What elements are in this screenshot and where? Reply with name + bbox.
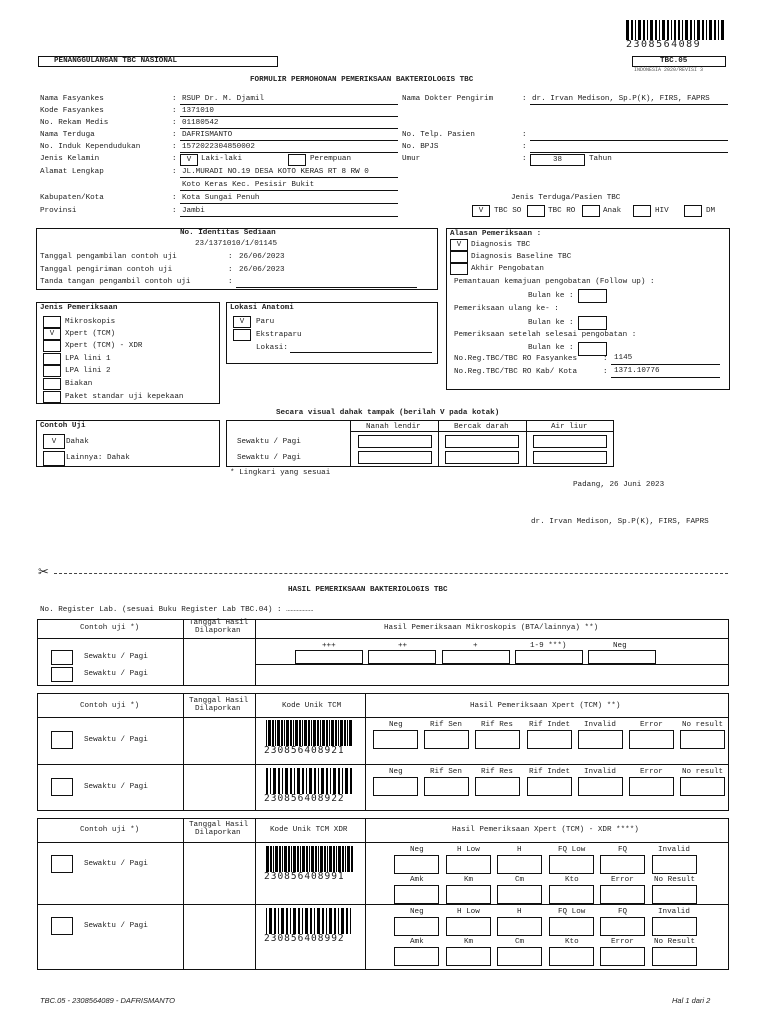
tcm-code-1: 230856408921: [264, 745, 345, 756]
label-xpert-xdr: Xpert (TCM) - XDR: [65, 342, 143, 350]
visual-sewaktu-2: Sewaktu / Pagi: [237, 454, 301, 462]
tcm-tgl-1: Tanggal Hasil: [189, 697, 249, 705]
tcm2-label-6: No result: [682, 768, 724, 776]
label-hiv: HIV: [655, 207, 669, 215]
xdr1-top-box-5[interactable]: [652, 855, 697, 874]
label-dm: DM: [706, 207, 716, 215]
divider: [37, 717, 729, 718]
xdr1-bottom-label-0: Amk: [410, 876, 424, 884]
xdr1-bottom-box-4[interactable]: [600, 885, 645, 904]
tcm1-box-2[interactable]: [475, 730, 520, 749]
label-bulan-ke-3: Bulan ke :: [528, 344, 574, 352]
divider: [37, 638, 729, 639]
tcm2-label-3: Rif Indet: [529, 768, 571, 776]
sediaan-id: 23/1371010/1/01145: [195, 240, 278, 248]
xdr2-bottom-box-4[interactable]: [600, 947, 645, 966]
colon: :: [522, 131, 527, 139]
label-baseline: Diagnosis Baseline TBC: [471, 253, 572, 261]
checkbox-anak[interactable]: [582, 205, 600, 217]
xdr2-bottom-label-3: Kto: [565, 938, 579, 946]
checkbox-dahak[interactable]: V: [43, 434, 65, 449]
underline: [180, 216, 398, 217]
tcm-barcode-2: [266, 768, 354, 794]
tcm2-label-0: Neg: [389, 768, 403, 776]
divider: [255, 818, 256, 970]
nanah-lendir-1[interactable]: [358, 435, 432, 448]
hasil-title: HASIL PEMERIKSAAN BAKTERIOLOGIS TBC: [288, 586, 448, 594]
label-xpert: Xpert (TCM): [65, 330, 116, 338]
label-setelah: Pemeriksaan setelah selesai pengobatan :: [454, 331, 637, 339]
checkbox-paru[interactable]: V: [233, 316, 251, 328]
tcm1-label-5: Error: [640, 721, 663, 729]
xdr1-top-box-0[interactable]: [394, 855, 439, 874]
underline: [180, 203, 398, 204]
tcm1-label-3: Rif Indet: [529, 721, 571, 729]
xdr-check-2[interactable]: [51, 917, 73, 935]
xdr2-top-label-1: H Low: [457, 908, 480, 916]
xdr2-bottom-box-5[interactable]: [652, 947, 697, 966]
tcm1-box-3[interactable]: [527, 730, 572, 749]
checkbox-akhir[interactable]: [450, 263, 468, 275]
divider: [183, 693, 184, 811]
bulan-ke-field-3[interactable]: [578, 342, 607, 356]
tcm1-box-5[interactable]: [629, 730, 674, 749]
footer-left: TBC.05 - 2308564089 - DAFRISMANTO: [40, 996, 175, 1005]
tcm-check-1[interactable]: [51, 731, 73, 749]
value-alamat-1: JL.MURADI NO.19 DESA KOTO KERAS RT 8 RW 0: [182, 168, 369, 176]
value-kabupaten: Kota Sungai Penuh: [182, 194, 260, 202]
label-lpa-2: LPA lini 2: [65, 367, 111, 375]
cut-line: [54, 573, 728, 574]
top-barcode: [626, 20, 726, 40]
underline: [180, 190, 398, 191]
label-dokter: Nama Dokter Pengirim: [402, 95, 494, 103]
checkbox-perempuan[interactable]: [288, 154, 306, 166]
mikro-check-1[interactable]: [51, 650, 73, 665]
xdr-title: Hasil Pemeriksaan Xpert (TCM) - XDR ****): [452, 826, 639, 834]
tcm-barcode-1: [266, 720, 354, 746]
bulan-ke-field-1[interactable]: [578, 289, 607, 303]
signing-doctor: dr. Irvan Medison, Sp.P(K), FIRS, FAPRS: [531, 518, 709, 526]
col-bercak-darah: Bercak darah: [454, 423, 509, 431]
colon: :: [228, 266, 233, 274]
colon: :: [172, 207, 177, 215]
tcm2-box-0[interactable]: [373, 777, 418, 796]
tcm2-label-1: Rif Sen: [430, 768, 462, 776]
checkbox-paket[interactable]: [43, 391, 61, 403]
xdr1-bottom-box-1[interactable]: [446, 885, 491, 904]
colon: :: [172, 131, 177, 139]
label-nama-terduga: Nama Terduga: [40, 131, 95, 139]
xdr1-top-box-3[interactable]: [549, 855, 594, 874]
label-biakan: Biakan: [65, 380, 93, 388]
divider: [255, 619, 256, 686]
xdr2-bottom-box-3[interactable]: [549, 947, 594, 966]
xdr1-top-label-4: FQ: [618, 846, 628, 854]
divider: [37, 842, 729, 843]
top-barcode-number: 2308564089: [626, 39, 702, 50]
checkbox-laki-laki[interactable]: V: [180, 154, 198, 166]
label-ttd: Tanda tangan pengambil contoh uji: [40, 278, 191, 286]
mikro-tgl-1: Tanggal Hasil: [189, 619, 249, 627]
xdr1-top-box-1[interactable]: [446, 855, 491, 874]
air-liur-1[interactable]: [533, 435, 607, 448]
nanah-lendir-2[interactable]: [358, 451, 432, 464]
mikro-1plus-box[interactable]: [442, 650, 510, 664]
label-provinsi: Provinsi: [40, 207, 77, 215]
form-code-note: INDONESIA 2020/REVISI 3: [634, 67, 704, 73]
label-bulan-ke-2: Bulan ke :: [528, 319, 574, 327]
label-akhir: Akhir Pengobatan: [471, 265, 544, 273]
colon: :: [172, 95, 177, 103]
label-nik: No. Induk Kependudukan: [40, 143, 141, 151]
colon: :: [172, 143, 177, 151]
program-title: PENANGGULANGAN TBC NASIONAL: [54, 57, 178, 65]
mikro-contoh-uji: Contoh uji *): [80, 624, 140, 632]
label-mikroskopis: Mikroskopis: [65, 318, 116, 326]
tcm2-box-5[interactable]: [629, 777, 674, 796]
tcm2-box-1[interactable]: [424, 777, 469, 796]
checkbox-tbc-ro[interactable]: [527, 205, 545, 217]
colon: :: [522, 143, 527, 151]
divider: [37, 764, 729, 765]
label-anak: Anak: [603, 207, 622, 215]
mikro-tgl-2: Dilaporkan: [195, 627, 241, 635]
xdr2-top-box-3[interactable]: [549, 917, 594, 936]
underline: [180, 152, 398, 153]
xdr-barcode-2: [266, 908, 354, 934]
label-perempuan: Perempuan: [310, 155, 352, 163]
checkbox-tbc-so[interactable]: V: [472, 205, 490, 217]
divider: [255, 664, 729, 665]
value-provinsi: Jambi: [182, 207, 205, 215]
colon: :: [603, 355, 608, 363]
label-ekstraparu: Ekstraparu: [256, 331, 302, 339]
colon: :: [522, 95, 527, 103]
mikro-neg-box[interactable]: [588, 650, 656, 664]
scissors-icon: ✂: [38, 565, 49, 580]
xdr1-top-box-2[interactable]: [497, 855, 542, 874]
xdr2-bottom-box-2[interactable]: [497, 947, 542, 966]
label-lpa-1: LPA lini 1: [65, 355, 111, 363]
mikro-sewaktu-1: Sewaktu / Pagi: [84, 653, 148, 661]
underline: [180, 128, 398, 129]
mikro-col-3plus: +++: [322, 642, 336, 650]
value-tgl-ambil: 26/06/2023: [239, 253, 285, 261]
place-date: Padang, 26 Juni 2023: [573, 481, 665, 489]
underline: [180, 177, 398, 178]
jenis-pemeriksaan-box: [36, 302, 220, 404]
bercak-darah-1[interactable]: [445, 435, 519, 448]
checkbox-lainnya[interactable]: [43, 451, 65, 466]
tcm-code-2: 230856408922: [264, 793, 345, 804]
underline: [180, 104, 398, 105]
label-dahak: Dahak: [66, 438, 89, 446]
label-kode-fasyankes: Kode Fasyankes: [40, 107, 104, 115]
xdr2-bottom-label-1: Km: [464, 938, 474, 946]
tcm2-label-5: Error: [640, 768, 663, 776]
xdr-code-2: 230856408992: [264, 933, 345, 944]
visual-title: Secara visual dahak tampak (berilah V pada kotak): [276, 409, 500, 417]
tcm2-box-3[interactable]: [527, 777, 572, 796]
form-code: TBC.05: [660, 57, 688, 65]
xdr2-top-label-0: Neg: [410, 908, 424, 916]
xdr2-top-label-3: FQ Low: [558, 908, 586, 916]
tcm1-label-0: Neg: [389, 721, 403, 729]
divider: [183, 619, 184, 686]
value-nama-fasyankes: RSUP Dr. M. Djamil: [182, 95, 265, 103]
tcm1-label-2: Rif Res: [481, 721, 513, 729]
value-nama-terduga: DAFRISMANTO: [182, 131, 233, 139]
xdr1-top-box-4[interactable]: [600, 855, 645, 874]
label-jenis-terduga: Jenis Terduga/Pasien TBC: [511, 194, 621, 202]
underline: [530, 104, 728, 105]
col-nanah-lendir: Nanah lendir: [366, 423, 421, 431]
telp-field[interactable]: [530, 140, 728, 141]
mikro-col-neg: Neg: [613, 642, 627, 650]
mikro-sewaktu-2: Sewaktu / Pagi: [84, 670, 148, 678]
form-title: FORMULIR PERMOHONAN PEMERIKSAAN BAKTERIOLOGIS TBC: [250, 76, 474, 84]
xdr1-top-label-1: H Low: [457, 846, 480, 854]
colon: :: [172, 119, 177, 127]
sediaan-title: No. Identitas Sediaan: [180, 229, 276, 237]
lokasi-title: Lokasi Anatomi: [230, 304, 294, 312]
mikro-col-2plus: ++: [398, 642, 408, 650]
tcm1-box-0[interactable]: [373, 730, 418, 749]
colon: :: [172, 168, 177, 176]
value-noreg-fasy: 1145: [614, 354, 633, 362]
mikro-col-1plus: +: [473, 642, 478, 650]
mikro-3plus-box[interactable]: [295, 650, 363, 664]
value-alamat-2: Koto Keras Kec. Pesisir Bukit: [182, 181, 315, 189]
divider: [255, 693, 256, 811]
label-no-rekam-medis: No. Rekam Medis: [40, 119, 109, 127]
colon: :: [172, 155, 177, 163]
label-paru: Paru: [256, 318, 275, 326]
label-jenis-kelamin: Jenis Kelamin: [40, 155, 100, 163]
value-dokter: dr. Irvan Medison, Sp.P(K), FIRS, FAPRS: [532, 95, 710, 103]
xdr1-bottom-label-3: Kto: [565, 876, 579, 884]
mikro-check-2[interactable]: [51, 667, 73, 682]
tcm-check-2[interactable]: [51, 778, 73, 796]
divider: [365, 818, 366, 970]
tcm-contoh-uji: Contoh uji *): [80, 702, 140, 710]
checkbox-hiv[interactable]: [633, 205, 651, 217]
xdr2-top-box-1[interactable]: [446, 917, 491, 936]
bulan-ke-field-2[interactable]: [578, 316, 607, 330]
xdr-barcode-1: [266, 846, 354, 872]
label-follow-up: Pemantauan kemajuan pengobatan (Follow up) :: [454, 278, 655, 286]
divider: [37, 904, 729, 905]
xdr2-top-label-5: Invalid: [658, 908, 690, 916]
tcm2-box-6[interactable]: [680, 777, 725, 796]
divider: [438, 420, 439, 467]
checkbox-biakan[interactable]: [43, 378, 61, 390]
tcm-sewaktu-2: Sewaktu / Pagi: [84, 783, 148, 791]
xdr1-bottom-box-5[interactable]: [652, 885, 697, 904]
divider: [183, 818, 184, 970]
xdr-check-1[interactable]: [51, 855, 73, 873]
mikro-2plus-box[interactable]: [368, 650, 436, 664]
value-noreg-kab: 1371.10776: [614, 367, 660, 375]
lokasi-field[interactable]: [290, 352, 432, 353]
tcm1-box-4[interactable]: [578, 730, 623, 749]
umur-field[interactable]: 38: [530, 154, 585, 166]
xdr2-top-box-4[interactable]: [600, 917, 645, 936]
label-paket: Paket standar uji kepekaan: [65, 393, 184, 401]
checkbox-mikroskopis[interactable]: [43, 316, 61, 328]
xdr1-bottom-box-3[interactable]: [549, 885, 594, 904]
xdr-tgl-1: Tanggal Hasil: [189, 821, 249, 829]
checkbox-xpert-xdr[interactable]: [43, 340, 61, 352]
register-label: No. Register Lab. (sesuai Buku Register Lab TBC.04) : ………………: [40, 606, 314, 614]
xdr-code-1: 230856408991: [264, 871, 345, 882]
label-nama-fasyankes: Nama Fasyankes: [40, 95, 104, 103]
label-kabupaten: Kabupaten/Kota: [40, 194, 104, 202]
col-air-liur: Air liur: [551, 423, 588, 431]
xdr2-top-box-2[interactable]: [497, 917, 542, 936]
tcm2-label-4: Invalid: [584, 768, 616, 776]
underline: [611, 364, 720, 365]
colon: :: [172, 194, 177, 202]
tcm-sewaktu-1: Sewaktu / Pagi: [84, 736, 148, 744]
tcm-tgl-2: Dilaporkan: [195, 705, 241, 713]
xdr-sewaktu-1: Sewaktu / Pagi: [84, 860, 148, 868]
underline: [611, 377, 720, 378]
xdr-tgl-2: Dilaporkan: [195, 829, 241, 837]
divider: [526, 420, 527, 467]
mikro-title: Hasil Pemeriksaan Mikroskopis (BTA/lainnya) **): [384, 624, 599, 632]
xdr-contoh-uji: Contoh uji *): [80, 826, 140, 834]
xdr1-top-label-2: H: [517, 846, 522, 854]
label-tbc-ro: TBC RO: [548, 207, 576, 215]
underline: [180, 116, 398, 117]
xdr2-bottom-box-1[interactable]: [446, 947, 491, 966]
underline: [180, 140, 398, 141]
xdr2-top-label-2: H: [517, 908, 522, 916]
xdr2-top-box-5[interactable]: [652, 917, 697, 936]
label-diagnosis: Diagnosis TBC: [471, 241, 531, 249]
label-alamat: Alamat Lengkap: [40, 168, 104, 176]
checkbox-ekstraparu[interactable]: [233, 329, 251, 341]
value-kode-fasyankes: 1371010: [182, 107, 214, 115]
xdr1-top-label-5: Invalid: [658, 846, 690, 854]
xdr2-bottom-label-0: Amk: [410, 938, 424, 946]
tcm2-box-4[interactable]: [578, 777, 623, 796]
label-lainnya: Lainnya: Dahak: [66, 454, 130, 462]
alasan-title: Alasan Pemeriksaan :: [450, 230, 542, 238]
value-tgl-kirim: 26/06/2023: [239, 266, 285, 274]
xdr1-bottom-label-2: Cm: [515, 876, 525, 884]
xdr2-bottom-label-5: No Result: [654, 938, 696, 946]
label-ulang: Pemeriksaan ulang ke- :: [454, 305, 559, 313]
label-lokasi: Lokasi:: [256, 344, 288, 352]
xdr1-top-label-3: FQ Low: [558, 846, 586, 854]
label-tbc-so: TBC SO: [494, 207, 522, 215]
xdr1-bottom-label-5: No Result: [654, 876, 696, 884]
xdr2-bottom-label-4: Error: [611, 938, 634, 946]
mikro-1-9-box[interactable]: [515, 650, 583, 664]
footer-right: Hal 1 dari 2: [672, 996, 711, 1005]
mikro-col-1-9: 1-9 ***): [530, 642, 567, 650]
air-liur-2[interactable]: [533, 451, 607, 464]
tcm1-box-6[interactable]: [680, 730, 725, 749]
label-tgl-ambil: Tanggal pengambilan contoh uji: [40, 253, 177, 261]
label-noreg-fasy: No.Reg.TBC/TBC RO Fasyankes: [454, 355, 578, 363]
colon: :: [228, 253, 233, 261]
xdr1-bottom-box-2[interactable]: [497, 885, 542, 904]
ttd-field[interactable]: [236, 287, 417, 288]
colon: :: [522, 155, 527, 163]
xdr1-bottom-box-0[interactable]: [394, 885, 439, 904]
label-tahun: Tahun: [589, 155, 612, 163]
bercak-darah-2[interactable]: [445, 451, 519, 464]
xdr2-top-label-4: FQ: [618, 908, 628, 916]
jenis-pemeriksaan-title: Jenis Pemeriksaan: [40, 304, 118, 312]
xdr1-bottom-label-1: Km: [464, 876, 474, 884]
tcm1-label-4: Invalid: [584, 721, 616, 729]
label-laki-laki: Laki-laki: [201, 155, 243, 163]
tcm2-label-2: Rif Res: [481, 768, 513, 776]
label-tgl-kirim: Tanggal pengiriman contoh uji: [40, 266, 173, 274]
tcm1-label-6: No result: [682, 721, 724, 729]
colon: :: [603, 368, 608, 376]
checkbox-lpa-2[interactable]: [43, 365, 61, 377]
colon: :: [228, 278, 233, 286]
xdr-code-title: Kode Unik TCM XDR: [270, 826, 348, 834]
xdr2-bottom-box-0[interactable]: [394, 947, 439, 966]
xdr-sewaktu-2: Sewaktu / Pagi: [84, 922, 148, 930]
checkbox-lpa-1[interactable]: [43, 353, 61, 365]
value-nik: 1572022304850002: [182, 143, 255, 151]
xdr2-bottom-label-2: Cm: [515, 938, 525, 946]
label-bpjs: No. BPJS: [402, 143, 439, 151]
checkbox-baseline[interactable]: [450, 251, 468, 263]
divider: [365, 693, 366, 811]
xdr1-top-label-0: Neg: [410, 846, 424, 854]
label-telp: No. Telp. Pasien: [402, 131, 475, 139]
checkbox-diagnosis[interactable]: V: [450, 239, 468, 251]
visual-sewaktu-1: Sewaktu / Pagi: [237, 438, 301, 446]
contoh-uji-title: Contoh Uji: [40, 422, 86, 430]
bpjs-field[interactable]: [530, 152, 728, 153]
tcm1-label-1: Rif Sen: [430, 721, 462, 729]
label-umur: Umur: [402, 155, 421, 163]
value-no-rekam-medis: 01180542: [182, 119, 219, 127]
xdr1-bottom-label-4: Error: [611, 876, 634, 884]
tcm2-box-2[interactable]: [475, 777, 520, 796]
checkbox-xpert[interactable]: V: [43, 328, 61, 340]
xdr2-top-box-0[interactable]: [394, 917, 439, 936]
label-bulan-ke-1: Bulan ke :: [528, 292, 574, 300]
visual-note: * Lingkari yang sesuai: [230, 469, 331, 477]
tcm-code-title: Kode Unik TCM: [282, 702, 342, 710]
tcm1-box-1[interactable]: [424, 730, 469, 749]
label-noreg-kab: No.Reg.TBC/TBC RO Kab/ Kota: [454, 368, 578, 376]
divider: [350, 420, 351, 467]
checkbox-dm[interactable]: [684, 205, 702, 217]
colon: :: [172, 107, 177, 115]
tcm-title: Hasil Pemeriksaan Xpert (TCM) **): [470, 702, 621, 710]
